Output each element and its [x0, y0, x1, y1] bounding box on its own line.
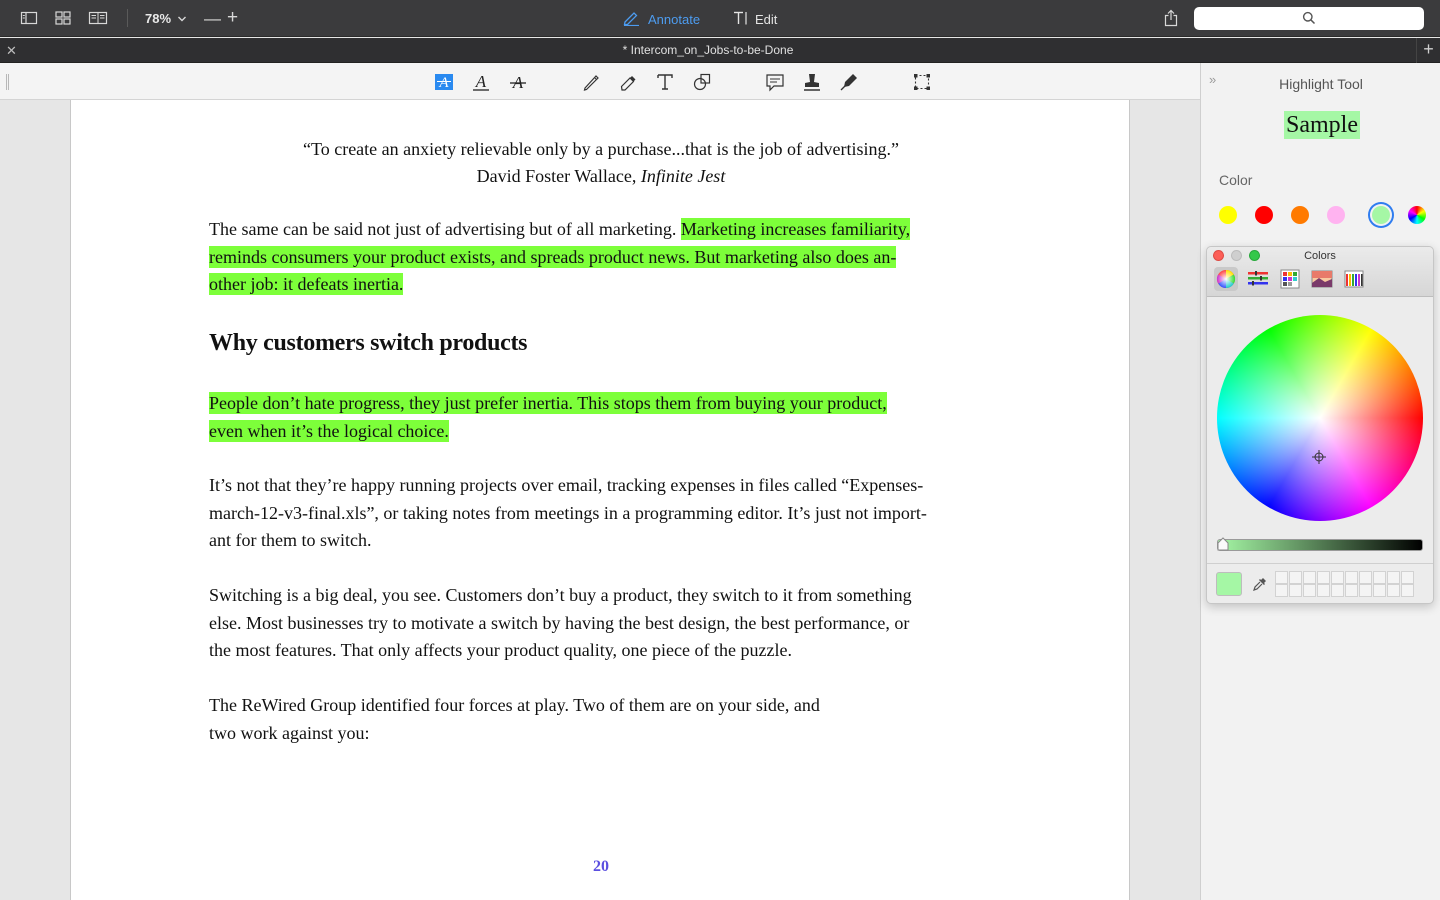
strikethrough-text-tool[interactable]	[508, 72, 528, 92]
zoom-level[interactable]: 78%	[145, 11, 172, 26]
main-toolbar	[0, 0, 1440, 37]
paragraph-1-text: The same can be said not just of advertising but of all marketing.	[209, 219, 681, 239]
toolbar-separator	[127, 9, 128, 27]
epigraph-author: David Foster Wallace,	[476, 166, 641, 186]
highlight-annotation[interactable]: reminds consumers your product exists, and spreads product news. But marketing also does an-	[209, 246, 897, 267]
pdf-page[interactable]	[70, 100, 1130, 900]
slider-handle[interactable]	[1217, 537, 1229, 551]
colors-window-title: Colors	[1304, 250, 1336, 262]
stamp-icon	[802, 72, 822, 92]
paragraph-3-line: march-12-v3-final.xls”, or taking notes from meetings in a programming editor. It’s just not import-	[209, 502, 927, 523]
color-palettes-icon	[1278, 267, 1302, 291]
marquee-select-icon	[912, 72, 932, 92]
pen-icon	[622, 10, 640, 26]
eraser-tool[interactable]	[618, 72, 638, 92]
reading-mode-icon[interactable]	[88, 10, 106, 26]
edit-label: Edit	[755, 12, 778, 27]
color-swatch-red[interactable]	[1255, 206, 1273, 224]
document-viewport[interactable]	[0, 100, 1200, 900]
underline-text-tool[interactable]	[471, 72, 491, 92]
custom-color-picker-icon[interactable]	[1408, 206, 1426, 224]
annotation-toolbar	[0, 63, 1200, 100]
strikethrough-text-icon	[508, 72, 528, 92]
color-wheel-icon	[1214, 267, 1238, 291]
annotate-label: Annotate	[648, 12, 701, 27]
note-icon	[765, 72, 785, 92]
paragraph-4-line: else. Most businesses try to motivate a switch by having the best design, the best performance, or	[209, 612, 910, 633]
highlight-annotation[interactable]: even when it’s the logical choice.	[209, 420, 449, 441]
pencil-icon	[581, 72, 601, 92]
highlight-annotation[interactable]: Marketing increases familiarity,	[680, 219, 911, 239]
epigraph	[71, 136, 1131, 190]
color-sliders-mode-button[interactable]	[1246, 267, 1270, 291]
underline-text-icon	[471, 72, 491, 92]
paragraph-3[interactable]	[209, 472, 1009, 555]
colors-window	[1206, 246, 1434, 604]
note-tool[interactable]	[765, 72, 785, 92]
fountain-pen-icon	[839, 72, 859, 92]
page-number: 20	[593, 858, 609, 875]
paragraph-5[interactable]	[209, 692, 1009, 747]
tab-bar	[0, 38, 1440, 63]
highlight-annotation[interactable]: People don’t hate progress, they just prefer inertia. This stops them from buying your product,	[209, 393, 887, 413]
chevron-down-icon[interactable]	[177, 11, 187, 21]
thumbnail-grid-icon[interactable]	[54, 10, 72, 26]
epigraph-quote: “To create an anxiety relievable only by a purchase...that is the job of advertising.”	[302, 139, 899, 159]
annotate-mode-button[interactable]	[622, 10, 700, 29]
signature-tool[interactable]	[839, 72, 859, 92]
highlight-annotation[interactable]: other job: it defeats inertia.	[209, 274, 404, 294]
color-wheel[interactable]	[1217, 315, 1423, 521]
color-swatch-pink[interactable]	[1327, 206, 1345, 224]
image-palettes-icon	[1310, 267, 1334, 291]
shapes-icon	[692, 72, 712, 92]
toolbar-grip-handle[interactable]	[6, 74, 9, 90]
share-icon[interactable]	[1163, 9, 1179, 27]
divider	[1207, 563, 1433, 564]
paragraph-4-line: the most features. That only affects your product quality, one piece of the puzzle.	[209, 640, 792, 660]
stamp-tool[interactable]	[802, 72, 822, 92]
sidebar-toggle-icon[interactable]	[20, 10, 38, 26]
image-palettes-mode-button[interactable]	[1310, 267, 1334, 291]
color-sliders-icon	[1246, 267, 1270, 291]
svg-text:A: A	[475, 72, 487, 91]
paragraph-2[interactable]	[209, 390, 1009, 445]
paragraph-3-line: It’s not that they’re happy running projects over email, tracking expenses in files called “Expenses-	[209, 475, 924, 495]
pencils-icon	[1342, 267, 1366, 291]
search-input[interactable]	[1194, 7, 1424, 30]
eraser-icon	[618, 72, 638, 92]
highlight-text-tool[interactable]	[434, 72, 454, 92]
text-icon	[655, 72, 675, 92]
paragraph-5-line: two work against you:	[209, 722, 370, 743]
zoom-out-button[interactable]: —	[204, 9, 221, 28]
document-tab-title[interactable]: * Intercom_on_Jobs-to-be-Done	[622, 43, 794, 57]
colors-window-titlebar[interactable]	[1207, 247, 1433, 297]
eyedropper-icon[interactable]	[1252, 576, 1268, 592]
epigraph-attribution	[71, 163, 1131, 190]
paragraph-5-line: The ReWired Group identified four forces at play. Two of them are on your side, and	[209, 695, 820, 715]
crosshair-icon	[1312, 450, 1326, 464]
pencil-tool[interactable]	[581, 72, 601, 92]
new-tab-button[interactable]: +	[1416, 38, 1440, 63]
section-heading: Why customers switch products	[209, 330, 528, 356]
color-swatch-orange[interactable]	[1291, 206, 1309, 224]
close-tab-button[interactable]: ✕	[6, 43, 17, 58]
collapse-panel-button[interactable]: »	[1209, 72, 1217, 87]
pencils-mode-button[interactable]	[1342, 267, 1366, 291]
edit-mode-button[interactable]	[733, 10, 777, 29]
text-box-tool[interactable]	[655, 72, 675, 92]
text-cursor-icon	[733, 10, 749, 26]
svg-text:A: A	[512, 73, 524, 92]
paragraph-3-line: ant for them to switch.	[209, 530, 372, 550]
shapes-tool[interactable]	[692, 72, 712, 92]
svg-text:A: A	[439, 75, 449, 91]
epigraph-book-title: Infinite Jest	[640, 166, 726, 186]
paragraph-4-line: Switching is a big deal, you see. Customers don’t buy a product, they switch to it from something	[209, 585, 912, 605]
panel-title: Highlight Tool	[1279, 76, 1363, 92]
highlight-text-icon	[434, 72, 454, 92]
paragraph-1[interactable]	[209, 216, 1009, 299]
color-section-label: Color	[1219, 172, 1253, 188]
color-swatch-green-selected[interactable]	[1372, 206, 1390, 224]
zoom-in-button[interactable]: +	[227, 7, 239, 28]
color-wheel-mode-button[interactable]	[1214, 267, 1238, 291]
highlight-sample-preview: Sample	[1286, 112, 1358, 138]
paragraph-4[interactable]	[209, 582, 1009, 665]
color-swatch-yellow[interactable]	[1219, 206, 1237, 224]
search-icon	[1302, 11, 1316, 25]
current-color-well[interactable]	[1216, 572, 1242, 596]
brightness-slider[interactable]	[1217, 539, 1423, 551]
color-palettes-mode-button[interactable]	[1278, 267, 1302, 291]
select-area-tool[interactable]	[912, 72, 932, 92]
saved-colors-grid[interactable]	[1275, 571, 1415, 597]
